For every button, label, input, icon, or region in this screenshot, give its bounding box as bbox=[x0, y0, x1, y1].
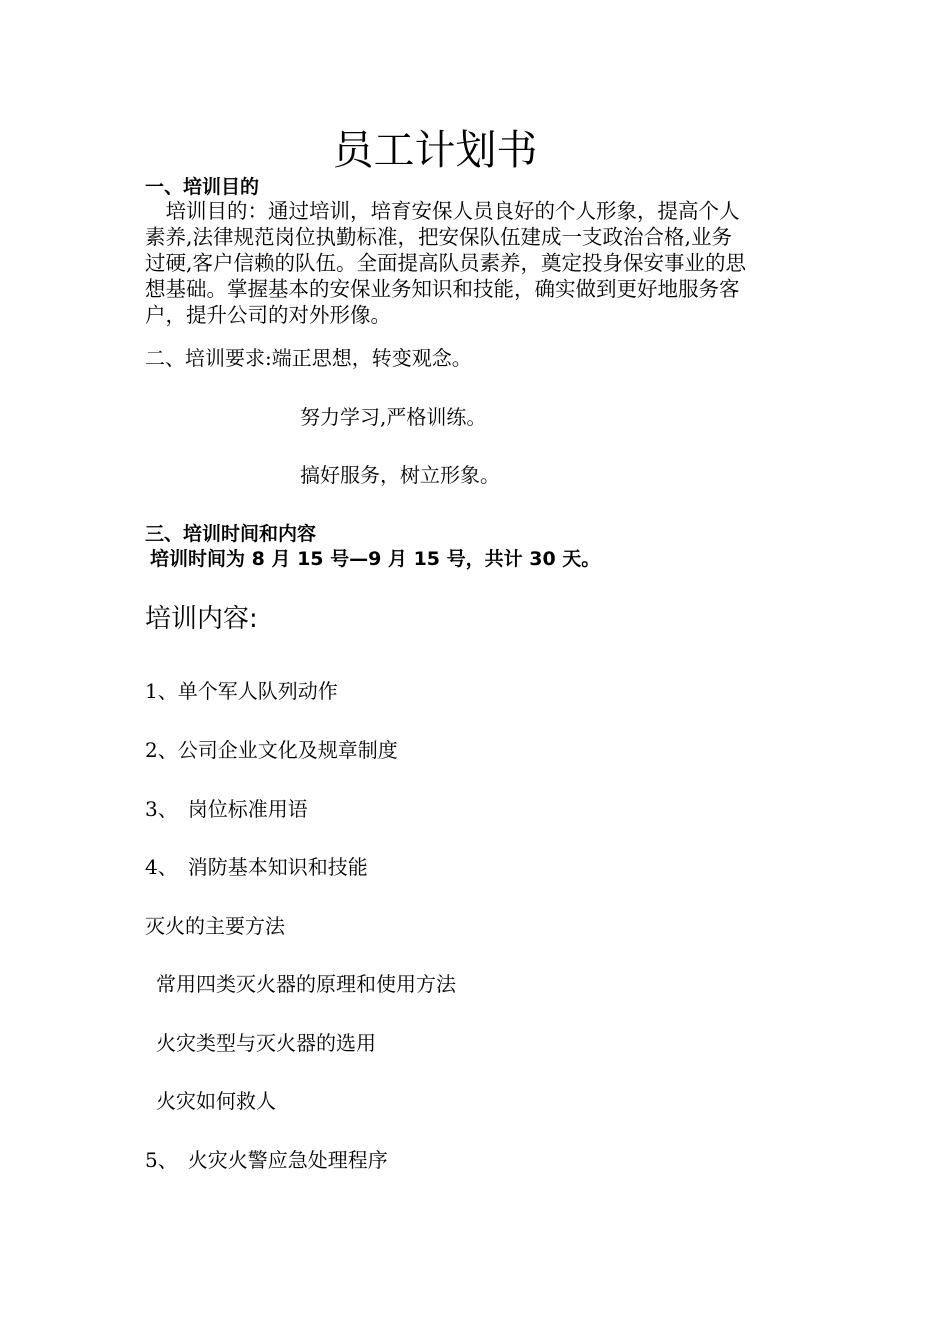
content-item: 2、公司企业文化及规章制度 bbox=[145, 738, 398, 762]
section3-heading: 三、培训时间和内容 bbox=[145, 523, 317, 545]
content-item: 火灾类型与灭火器的选用 bbox=[156, 1031, 376, 1055]
content-item: 1、单个军人队列动作 bbox=[145, 679, 338, 703]
content-item: 5、 火灾火警应急处理程序 bbox=[145, 1148, 388, 1172]
section2-item: 努力学习,严格训练。 bbox=[300, 405, 487, 429]
content-item: 灭火的主要方法 bbox=[145, 914, 285, 938]
content-item: 3、 岗位标准用语 bbox=[145, 797, 308, 821]
paragraph-line: 过硬,客户信赖的队伍。全面提高队员素养，奠定投身保安事业的思 bbox=[145, 251, 747, 275]
section1-heading: 一、培训目的 bbox=[145, 176, 260, 198]
content-item: 4、 消防基本知识和技能 bbox=[145, 855, 368, 879]
section2-item: 搞好服务，树立形象。 bbox=[300, 463, 500, 487]
training-time: 培训时间为 8 月 15 号—9 月 15 号，共计 30 天。 bbox=[150, 548, 601, 570]
paragraph-line: 户，提升公司的对外形像。 bbox=[145, 303, 391, 327]
content-item: 火灾如何救人 bbox=[156, 1089, 276, 1113]
document-title: 员工计划书 bbox=[332, 126, 538, 174]
section2-heading: 二、培训要求:端正思想，转变观念。 bbox=[145, 346, 472, 370]
content-item: 常用四类灭火器的原理和使用方法 bbox=[156, 972, 456, 996]
section1-paragraph bbox=[145, 198, 810, 328]
content-heading: 培训内容: bbox=[145, 604, 258, 634]
paragraph-line: 素养,法律规范岗位执勤标准，把安保队伍建成一支政治合格,业务 bbox=[145, 225, 733, 249]
paragraph-line: 培训目的：通过培训，培育安保人员良好的个人形象，提高个人 bbox=[145, 199, 740, 223]
paragraph-line: 想基础。掌握基本的安保业务知识和技能，确实做到更好地服务客 bbox=[145, 277, 740, 301]
